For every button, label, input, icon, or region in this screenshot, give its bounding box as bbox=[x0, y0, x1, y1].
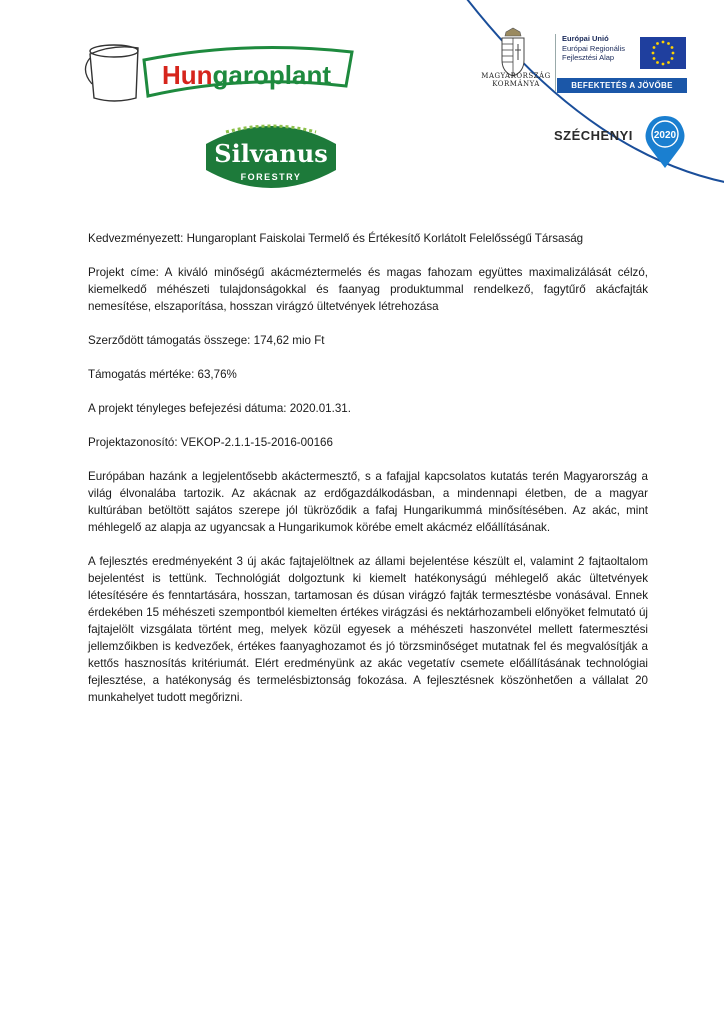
szechenyi-year: 2020 bbox=[653, 130, 677, 141]
project-title: Projekt címe: A kiváló minőségű akácméztermelés és magas fahozam együttes maximalizálását célzó, kiemelkedő méhészeti tulajdonságokkal és faanyag produktummal rendelkező, fagytűrő akácfajták nemesítése, elszaporítása, hosszan virágzó ültetvények létrehozása bbox=[88, 266, 648, 313]
divider bbox=[555, 34, 556, 92]
hungaroplant-logo bbox=[84, 34, 374, 126]
project-id: Projektazonosító: VEKOP-2.1.1-15-2016-00166 bbox=[88, 436, 333, 449]
document-body bbox=[88, 230, 648, 706]
paragraph-2: A fejlesztés eredményeként 3 új akác fajtajelöltnek az állami bejelentése készült el, valamint 2 fajtaoltalom bejelentést is tettünk. Technológiát dolgoztunk ki kiemelt hatékonyságú méhlegelő akác ültetvények létesítésére és fenntartására, hosszan, tartamosan és dúsan virágzó fajták termesztésbe vonásával. Ennek érdekében 15 méhészeti szempontból kiemelten értékes virágzási és nektárhozambeli előnyöket felmutató új fajtajelölt vizsgálata történt meg, melyek közül egyesek a méhészeti haszonvétel mellett fatermesztési jellemzőikben is kedvezőek, értékes faanyaghozamot és jó törzsminőséget mutatnak fel és megvalósítják a kettős hasznosítás kritériumát. Elért eredményünk az akác vegetatív csemete előállításának technológiai fejlesztése, a hatékonyság és termelésbiztonság fokozása. A fejlesztésnek köszönhetően a vállalat 20 munkahelyet tudott megőrizni. bbox=[88, 555, 648, 704]
eu-flag-icon bbox=[640, 37, 686, 69]
eu-label: Európai Unió Európai Regionális Fejlesztési Alap bbox=[562, 34, 625, 62]
szechenyi-label: SZÉCHENYI bbox=[554, 128, 633, 143]
hungaroplant-hun-text: Hungaroplant bbox=[162, 60, 331, 90]
government-label: MAGYARORSZÁG KORMÁNYA bbox=[481, 72, 551, 88]
beneficiary: Kedvezményezett: Hungaroplant Faiskolai Termelő és Értékesítő Korlátolt Felelősségű Társaság bbox=[88, 232, 584, 245]
silvanus-sub: FORESTRY bbox=[240, 172, 302, 182]
grant-amount: Szerződött támogatás összege: 174,62 mio Ft bbox=[88, 334, 325, 347]
completion-date: A projekt tényleges befejezési dátuma: 2020.01.31. bbox=[88, 402, 351, 415]
silvanus-name: Silvanus bbox=[214, 139, 328, 168]
befektetes-banner: BEFEKTETÉS A JÖVŐBE bbox=[557, 78, 687, 93]
grant-rate: Támogatás mértéke: 63,76% bbox=[88, 368, 237, 381]
szechenyi-2020-pin-icon bbox=[644, 114, 686, 168]
paragraph-1: Európában hazánk a legjelentősebb akáctermesztő, s a fafajjal kapcsolatos kutatás terén Magyarország a világ élvonalába tartozik. Az akácnak az erdőgazdálkodásban, a mindennapi életben, de a magyar kultúrában betöltött sajátos szerepe jól tükröződik a fafaj Hungarikummá minősítésében. Az akác, mint méhlegelő az alapja az ugyancsak a Hungarikumok körébe emelt akácméz előállításának. bbox=[88, 470, 648, 534]
silvanus-forestry-logo bbox=[196, 114, 346, 196]
